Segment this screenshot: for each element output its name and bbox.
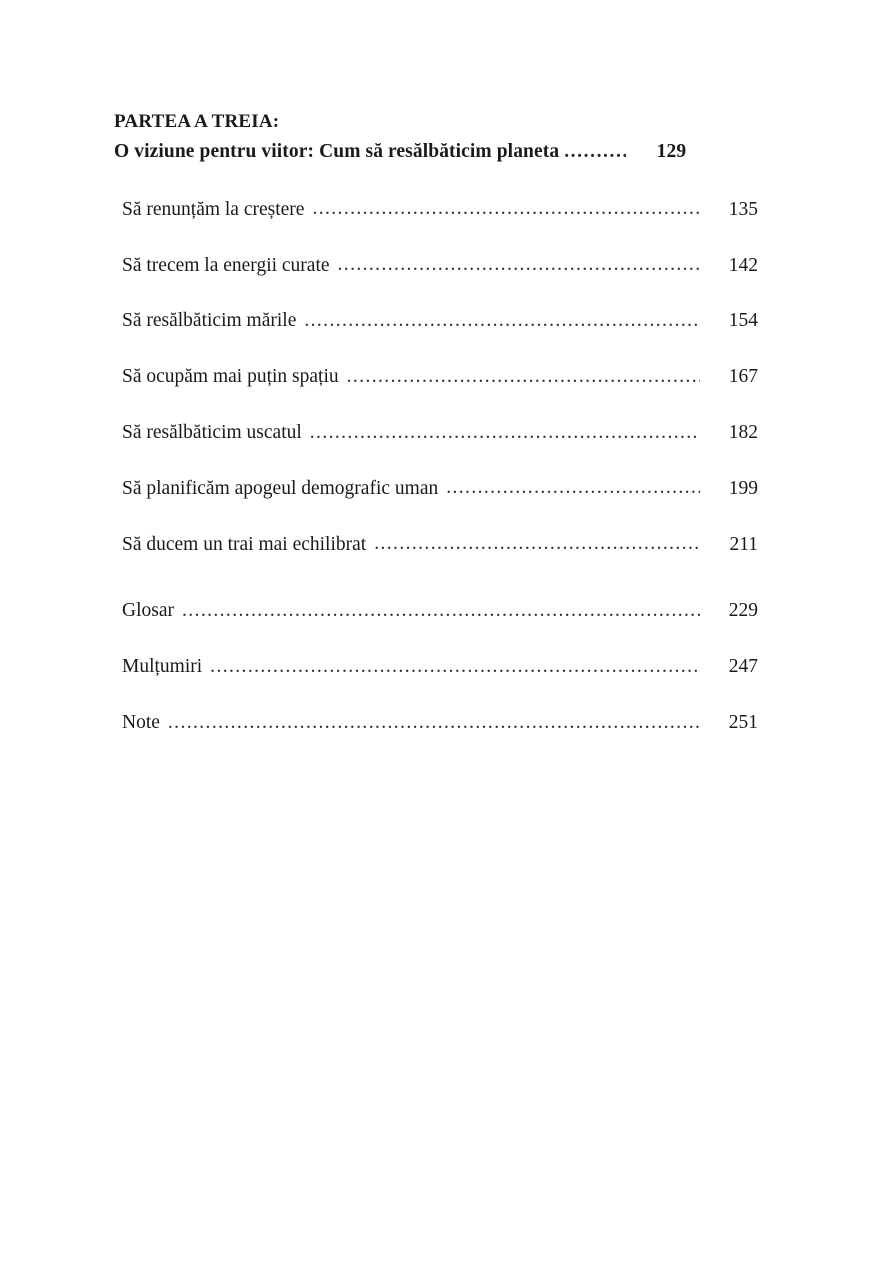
part-heading-block: [114, 108, 750, 165]
toc-entry-label: Glosar: [122, 600, 174, 622]
toc-entry[interactable]: [114, 251, 758, 279]
toc-entry-label: Să ocupăm mai puțin spațiu: [122, 366, 339, 388]
toc-entry-label: Mulțumiri: [122, 656, 203, 678]
toc-entry[interactable]: [114, 530, 758, 558]
toc-entry-label: Să ducem un trai mai echilibrat: [122, 533, 367, 555]
toc-entry-label: Să renunțăm la creștere: [122, 198, 305, 220]
dot-leader: [182, 597, 700, 617]
dot-leader: [564, 138, 626, 158]
toc-entry-page-number: 142: [728, 254, 758, 276]
dot-leader: [310, 419, 700, 439]
toc-entry-page-number: 247: [728, 656, 758, 678]
toc-entry-label: Să resălbăticim mările: [122, 310, 297, 332]
toc-entry-label: Să resălbăticim uscatul: [122, 422, 302, 444]
toc-entry-page-number: 154: [728, 310, 758, 332]
toc-entry-note[interactable]: [114, 709, 758, 737]
toc-entry-label: Să planificăm apogeul demografic uman: [122, 477, 439, 499]
dot-leader: [304, 307, 700, 327]
dot-leader: [168, 709, 700, 729]
toc-entry-multumiri[interactable]: [114, 653, 758, 681]
toc-entry-label: Să trecem la energii curate: [122, 254, 330, 276]
toc-entry-page-number: 135: [728, 198, 758, 220]
toc-entry-page-number: 199: [728, 477, 758, 499]
dot-leader: [374, 530, 700, 550]
part-kicker: PARTEA A TREIA:: [114, 111, 280, 132]
dot-leader: [446, 474, 700, 494]
toc-entry-page-number: 211: [729, 533, 758, 555]
toc-entry[interactable]: [114, 474, 758, 502]
dot-leader: [338, 251, 700, 271]
part-title-row[interactable]: [114, 138, 750, 166]
toc-entry[interactable]: [114, 419, 758, 447]
toc-entry-page-number: 182: [728, 422, 758, 444]
part-title-page-number: 129: [656, 141, 687, 163]
toc-entry-page-number: 167: [728, 366, 758, 388]
toc-entry-glosar[interactable]: [114, 597, 758, 625]
part-title-label: O viziune pentru viitor: Cum să resălbăticim planeta: [114, 141, 560, 163]
toc-entry[interactable]: [114, 195, 758, 223]
dot-leader: [210, 653, 700, 673]
dot-leader: [347, 363, 700, 383]
toc-entry-page-number: 251: [728, 712, 758, 734]
table-of-contents: [114, 108, 758, 736]
toc-entry-label: Note: [122, 712, 160, 734]
toc-entry-page-number: 229: [728, 600, 758, 622]
dot-leader: [312, 195, 700, 215]
toc-entry[interactable]: [114, 363, 758, 391]
toc-entry[interactable]: [114, 307, 758, 335]
